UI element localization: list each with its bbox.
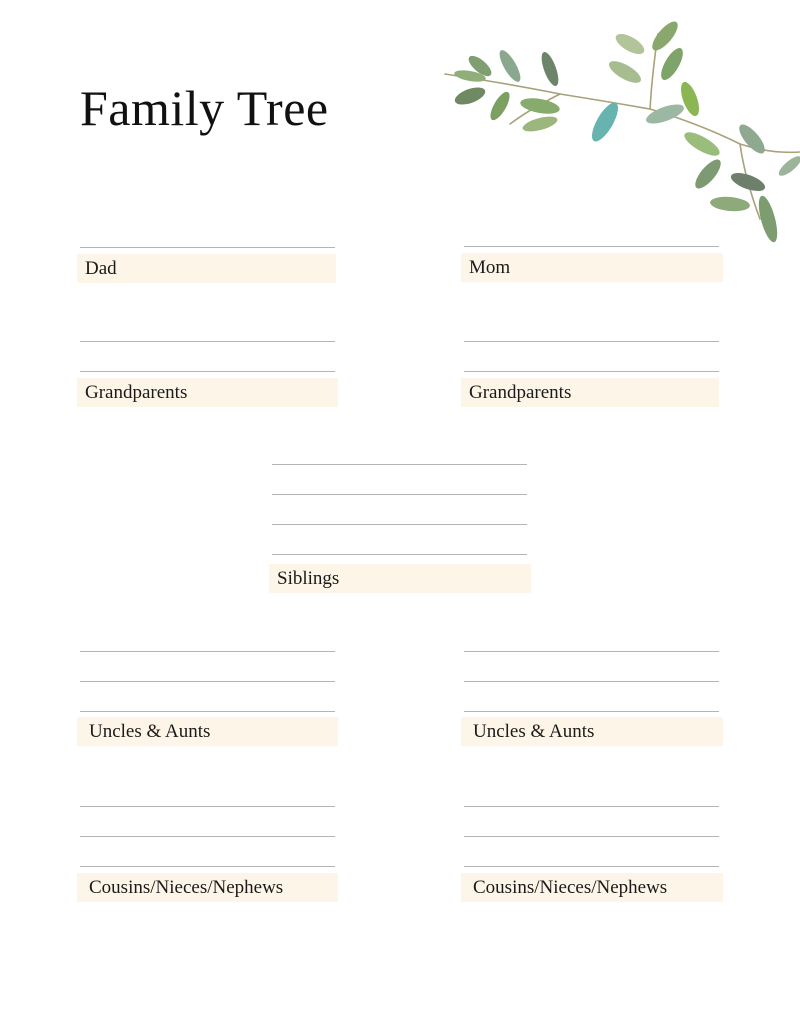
section-label: Grandparents xyxy=(461,378,719,407)
write-line[interactable] xyxy=(80,341,335,342)
section-label: Cousins/Nieces/Nephews xyxy=(77,873,338,902)
section-label: Grandparents xyxy=(77,378,338,407)
page-title: Family Tree xyxy=(80,80,329,136)
section-label: Mom xyxy=(461,253,723,282)
write-line[interactable] xyxy=(80,866,335,867)
olive-branch-icon xyxy=(440,14,800,250)
write-line[interactable] xyxy=(464,806,719,807)
write-line[interactable] xyxy=(80,247,335,248)
write-line[interactable] xyxy=(464,371,719,372)
write-line[interactable] xyxy=(272,554,527,555)
write-line[interactable] xyxy=(80,836,335,837)
write-line[interactable] xyxy=(272,524,527,525)
section-label: Uncles & Aunts xyxy=(461,717,723,746)
write-line[interactable] xyxy=(464,681,719,682)
write-line[interactable] xyxy=(464,866,719,867)
write-line[interactable] xyxy=(80,711,335,712)
section-label: Siblings xyxy=(269,564,531,593)
write-line[interactable] xyxy=(80,681,335,682)
write-line[interactable] xyxy=(272,494,527,495)
write-line[interactable] xyxy=(464,836,719,837)
section-label: Dad xyxy=(77,254,336,283)
write-line[interactable] xyxy=(464,246,719,247)
section-label: Cousins/Nieces/Nephews xyxy=(461,873,723,902)
write-line[interactable] xyxy=(464,651,719,652)
write-line[interactable] xyxy=(464,341,719,342)
write-line[interactable] xyxy=(80,651,335,652)
write-line[interactable] xyxy=(80,806,335,807)
write-line[interactable] xyxy=(464,711,719,712)
section-label: Uncles & Aunts xyxy=(77,717,338,746)
write-line[interactable] xyxy=(80,371,335,372)
write-line[interactable] xyxy=(272,464,527,465)
